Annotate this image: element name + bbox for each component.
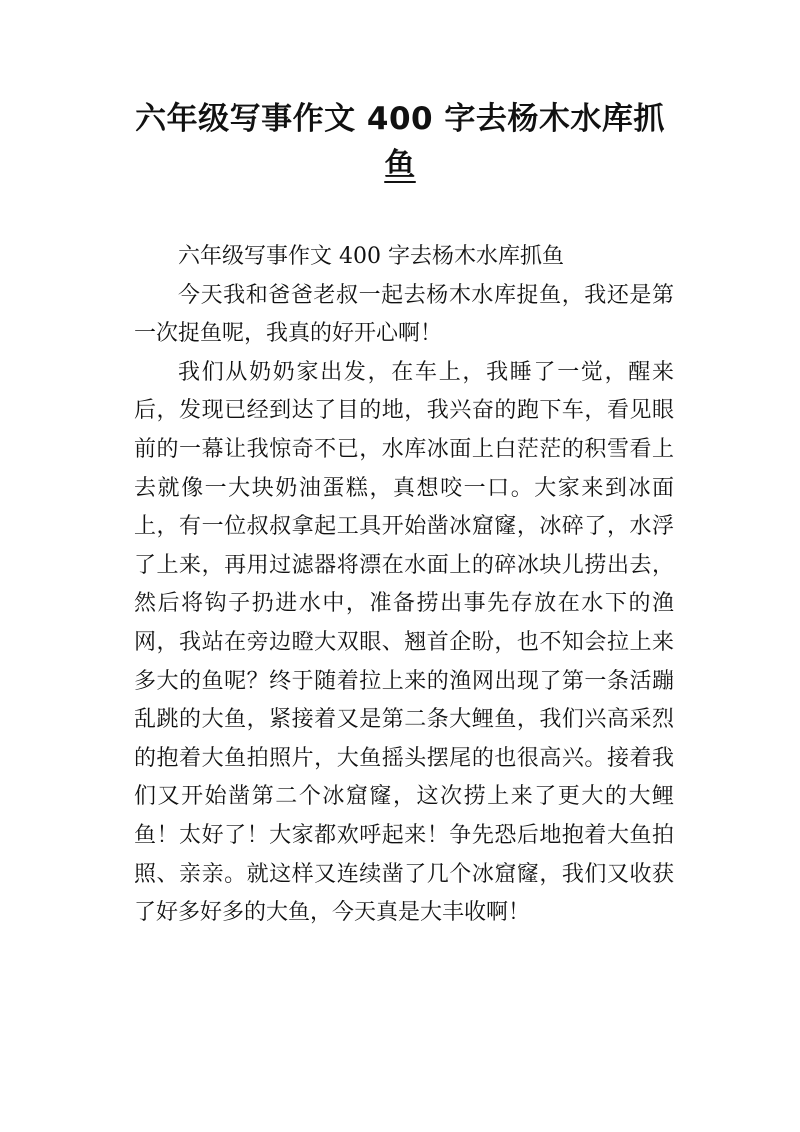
title-line-2: 鱼 xyxy=(384,147,416,183)
article-body xyxy=(134,238,674,933)
document-title xyxy=(120,96,680,188)
article-paragraph-main: 我们从奶奶家出发，在车上，我睡了一觉，醒来后，发现已经到达了目的地，我兴奋的跑下车，看见眼前的一幕让我惊奇不已，水库冰面上白茫茫的积雪看上去就像一大块奶油蛋糕，真想咬一口。大家来到冰面上，有一位叔叔拿起工具开始凿冰窟窿，冰碎了，水浮了上来，再用过滤器将漂在水面上的碎冰块儿捞出去，然后将钩子扔进水中，准备捞出事先存放在水下的渔网，我站在旁边瞪大双眼、翘首企盼，也不知会拉上来多大的鱼呢？终于随着拉上来的渔网出现了第一条活蹦乱跳的大鱼，紧接着又是第二条大鲤鱼，我们兴高采烈的抱着大鱼拍照片，大鱼摇头摆尾的也很高兴。接着我们又开始凿第二个冰窟窿，这次捞上来了更大的大鲤鱼！太好了！大家都欢呼起来！争先恐后地抱着大鱼拍照、亲亲。就这样又连续凿了几个冰窟窿，我们又收获了好多好多的大鱼，今天真是大丰收啊！ xyxy=(134,359,674,926)
title-line-1: 六年级写事作文 400 字去杨木水库抓 xyxy=(135,101,665,137)
article-heading-paragraph: 六年级写事作文 400 字去杨木水库抓鱼 xyxy=(178,244,564,269)
article-paragraph-intro: 今天我和爸爸老叔一起去杨木水库捉鱼，我还是第一次捉鱼呢，我真的好开心啊！ xyxy=(134,282,674,347)
